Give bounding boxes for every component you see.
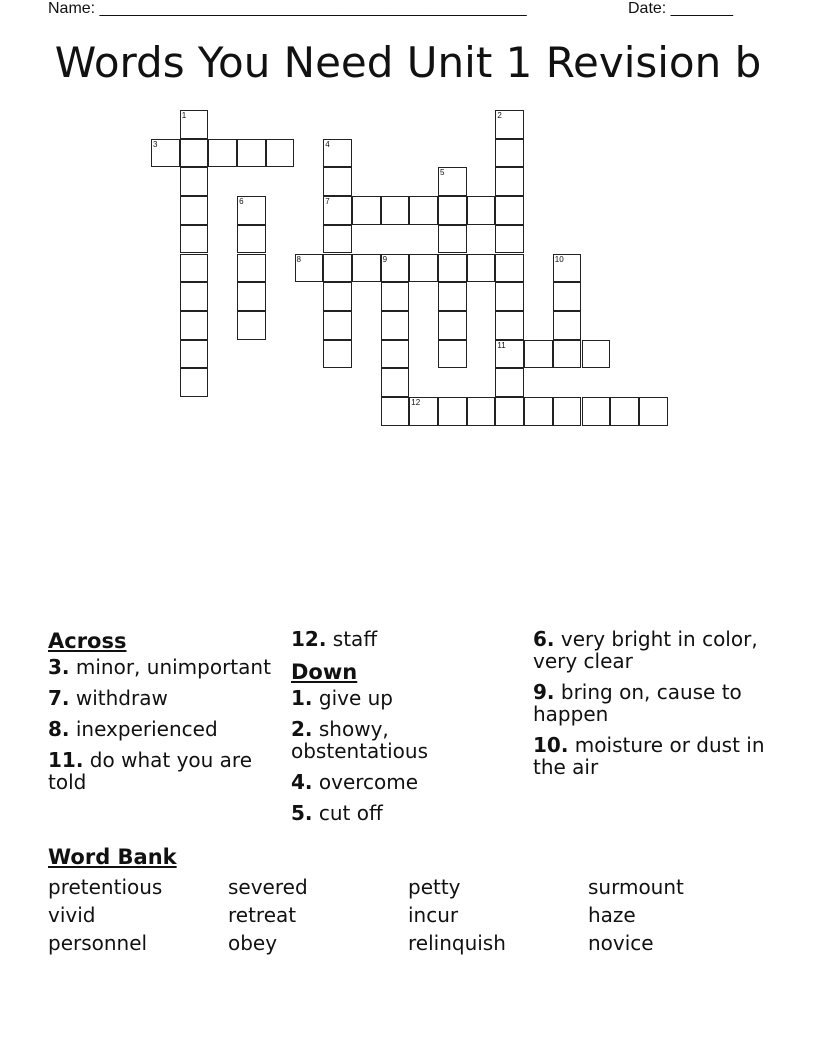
word-bank-word: relinquish — [408, 931, 506, 955]
crossword-cell[interactable] — [438, 340, 467, 369]
clue-across-3 — [48, 656, 280, 678]
crossword-cell[interactable] — [495, 311, 524, 340]
clue-text: staff — [332, 627, 378, 651]
word-bank-word: haze — [588, 903, 636, 927]
clue-text: give up — [318, 686, 393, 710]
clue-number: 11. — [48, 748, 84, 772]
crossword-grid — [0, 0, 816, 430]
page-title: Words You Need Unit 1 Revision b — [54, 38, 762, 87]
word-bank-word: incur — [408, 903, 459, 927]
crossword-cell[interactable] — [495, 397, 524, 426]
clue-number: 2. — [291, 717, 313, 741]
crossword-cell[interactable] — [180, 167, 209, 196]
clue-number: 4. — [291, 770, 313, 794]
crossword-cell[interactable] — [495, 167, 524, 196]
crossword-cell[interactable] — [237, 311, 266, 340]
crossword-cell[interactable] — [467, 397, 496, 426]
crossword-cell[interactable] — [323, 340, 352, 369]
clue-text: minor, unimportant — [75, 655, 271, 679]
clue-text: overcome — [318, 770, 419, 794]
clue-text: very bright in color, very clear — [533, 627, 758, 673]
crossword-cell[interactable] — [266, 139, 295, 168]
clue-down-9 — [533, 681, 765, 725]
crossword-cell[interactable] — [524, 397, 553, 426]
date-field-label: Date: _______ — [628, 0, 733, 17]
crossword-cell[interactable] — [381, 254, 410, 283]
crossword-cell[interactable] — [323, 167, 352, 196]
word-bank-word: pretentious — [48, 875, 163, 899]
crossword-cell[interactable] — [438, 254, 467, 283]
crossword-cell[interactable] — [495, 139, 524, 168]
word-bank-word: novice — [588, 931, 654, 955]
word-bank-word: retreat — [228, 903, 297, 927]
crossword-cell[interactable] — [323, 282, 352, 311]
clue-column-3 — [533, 628, 765, 787]
clue-text: showy, obstentatious — [291, 717, 429, 763]
crossword-cell[interactable] — [237, 225, 266, 254]
cell-number: 3 — [153, 139, 158, 149]
clue-text: do what you are told — [48, 748, 253, 794]
crossword-cell[interactable] — [495, 110, 524, 139]
cell-number: 8 — [296, 254, 301, 264]
clue-column-1 — [48, 628, 280, 802]
down-heading: Down — [291, 660, 358, 684]
cell-number: 4 — [325, 139, 330, 149]
cell-number: 1 — [181, 111, 187, 120]
crossword-cell[interactable] — [582, 397, 611, 426]
crossword-cell[interactable] — [323, 225, 352, 254]
clue-text: withdraw — [75, 686, 168, 710]
cell-number: 11 — [497, 340, 506, 350]
clue-down-5 — [291, 802, 523, 824]
crossword-cell[interactable] — [553, 397, 582, 426]
clue-number: 9. — [533, 680, 555, 704]
word-bank-word: surmount — [588, 875, 684, 899]
crossword-cell[interactable] — [409, 196, 438, 225]
clue-number: 5. — [291, 801, 313, 825]
clue-number: 7. — [48, 686, 70, 710]
cell-number: 7 — [325, 197, 330, 207]
crossword-cell[interactable] — [381, 340, 410, 369]
crossword-cell[interactable] — [180, 340, 209, 369]
clue-number: 6. — [533, 627, 555, 651]
crossword-cell[interactable] — [495, 254, 524, 283]
across-heading: Across — [48, 629, 127, 653]
crossword-cell[interactable] — [438, 282, 467, 311]
cell-number: 6 — [239, 197, 244, 207]
crossword-cell[interactable] — [352, 196, 381, 225]
crossword-cell[interactable] — [639, 397, 668, 426]
crossword-cell[interactable] — [323, 139, 352, 168]
word-bank-word: severed — [228, 875, 308, 899]
clue-across-7 — [48, 687, 280, 709]
crossword-cell[interactable] — [553, 254, 582, 283]
crossword-cell[interactable] — [180, 196, 209, 225]
word-bank-heading: Word Bank — [48, 845, 177, 869]
crossword-cell[interactable] — [323, 196, 352, 225]
word-bank-word: obey — [228, 931, 278, 955]
crossword-cell[interactable] — [553, 340, 582, 369]
clue-number: 12. — [291, 627, 327, 651]
cell-number: 2 — [497, 111, 502, 120]
crossword-cell[interactable] — [208, 139, 237, 168]
crossword-cell[interactable] — [438, 196, 467, 225]
cell-number: 10 — [554, 254, 564, 264]
crossword-cell[interactable] — [180, 225, 209, 254]
crossword-cell[interactable] — [495, 196, 524, 225]
crossword-cell[interactable] — [381, 196, 410, 225]
clue-number: 10. — [533, 733, 569, 757]
crossword-cell[interactable] — [381, 282, 410, 311]
crossword-cell[interactable] — [381, 397, 410, 426]
crossword-cell[interactable] — [180, 311, 209, 340]
crossword-cell[interactable] — [180, 110, 209, 139]
crossword-cell[interactable] — [553, 311, 582, 340]
clue-text: inexperienced — [75, 717, 218, 741]
crossword-cell[interactable] — [582, 340, 611, 369]
crossword-cell[interactable] — [409, 397, 438, 426]
word-bank-word: personnel — [48, 931, 148, 955]
clue-down-10 — [533, 734, 765, 778]
word-bank-word: vivid — [48, 903, 96, 927]
cell-number: 9 — [382, 254, 388, 264]
crossword-cell[interactable] — [180, 139, 209, 168]
clue-across-8 — [48, 718, 280, 740]
crossword-cell[interactable] — [352, 254, 381, 283]
crossword-cell[interactable] — [438, 167, 467, 196]
crossword-cell[interactable] — [237, 254, 266, 283]
crossword-cell[interactable] — [381, 368, 410, 397]
crossword-cell[interactable] — [323, 254, 352, 283]
clue-down-4 — [291, 771, 523, 793]
crossword-cell[interactable] — [495, 282, 524, 311]
crossword-cell[interactable] — [438, 311, 467, 340]
crossword-cell[interactable] — [180, 254, 209, 283]
crossword-cell[interactable] — [295, 254, 324, 283]
crossword-cell[interactable] — [323, 311, 352, 340]
crossword-cell[interactable] — [495, 225, 524, 254]
clue-text: bring on, cause to happen — [533, 680, 742, 726]
crossword-cell[interactable] — [553, 282, 582, 311]
clue-text: cut off — [318, 801, 383, 825]
clue-down-1 — [291, 687, 523, 709]
crossword-cell[interactable] — [409, 254, 438, 283]
crossword-cell[interactable] — [467, 196, 496, 225]
crossword-cell[interactable] — [237, 282, 266, 311]
cell-number: 5 — [440, 168, 445, 178]
crossword-cell[interactable] — [495, 340, 524, 369]
clue-column-2 — [291, 628, 523, 833]
crossword-cell[interactable] — [237, 139, 266, 168]
clue-down-6 — [533, 628, 765, 672]
clue-number: 3. — [48, 655, 70, 679]
clue-number: 8. — [48, 717, 70, 741]
clue-across-12 — [291, 628, 523, 650]
clue-number: 1. — [291, 686, 313, 710]
crossword-cell[interactable] — [610, 397, 639, 426]
crossword-cell[interactable] — [180, 368, 209, 397]
crossword-cell[interactable] — [495, 368, 524, 397]
crossword-cell[interactable] — [151, 139, 180, 168]
word-bank-word: petty — [408, 875, 461, 899]
crossword-cell[interactable] — [438, 225, 467, 254]
crossword-cell[interactable] — [467, 254, 496, 283]
clue-across-11 — [48, 749, 280, 793]
crossword-cell[interactable] — [524, 340, 553, 369]
cell-number: 12 — [411, 398, 421, 407]
crossword-cell[interactable] — [237, 196, 266, 225]
crossword-cell[interactable] — [180, 282, 209, 311]
clue-text: moisture or dust in the air — [533, 733, 765, 779]
clue-down-2 — [291, 718, 523, 762]
crossword-cell[interactable] — [438, 397, 467, 426]
name-field-label: Name: ________________________________________________ — [48, 0, 527, 17]
crossword-cell[interactable] — [381, 311, 410, 340]
